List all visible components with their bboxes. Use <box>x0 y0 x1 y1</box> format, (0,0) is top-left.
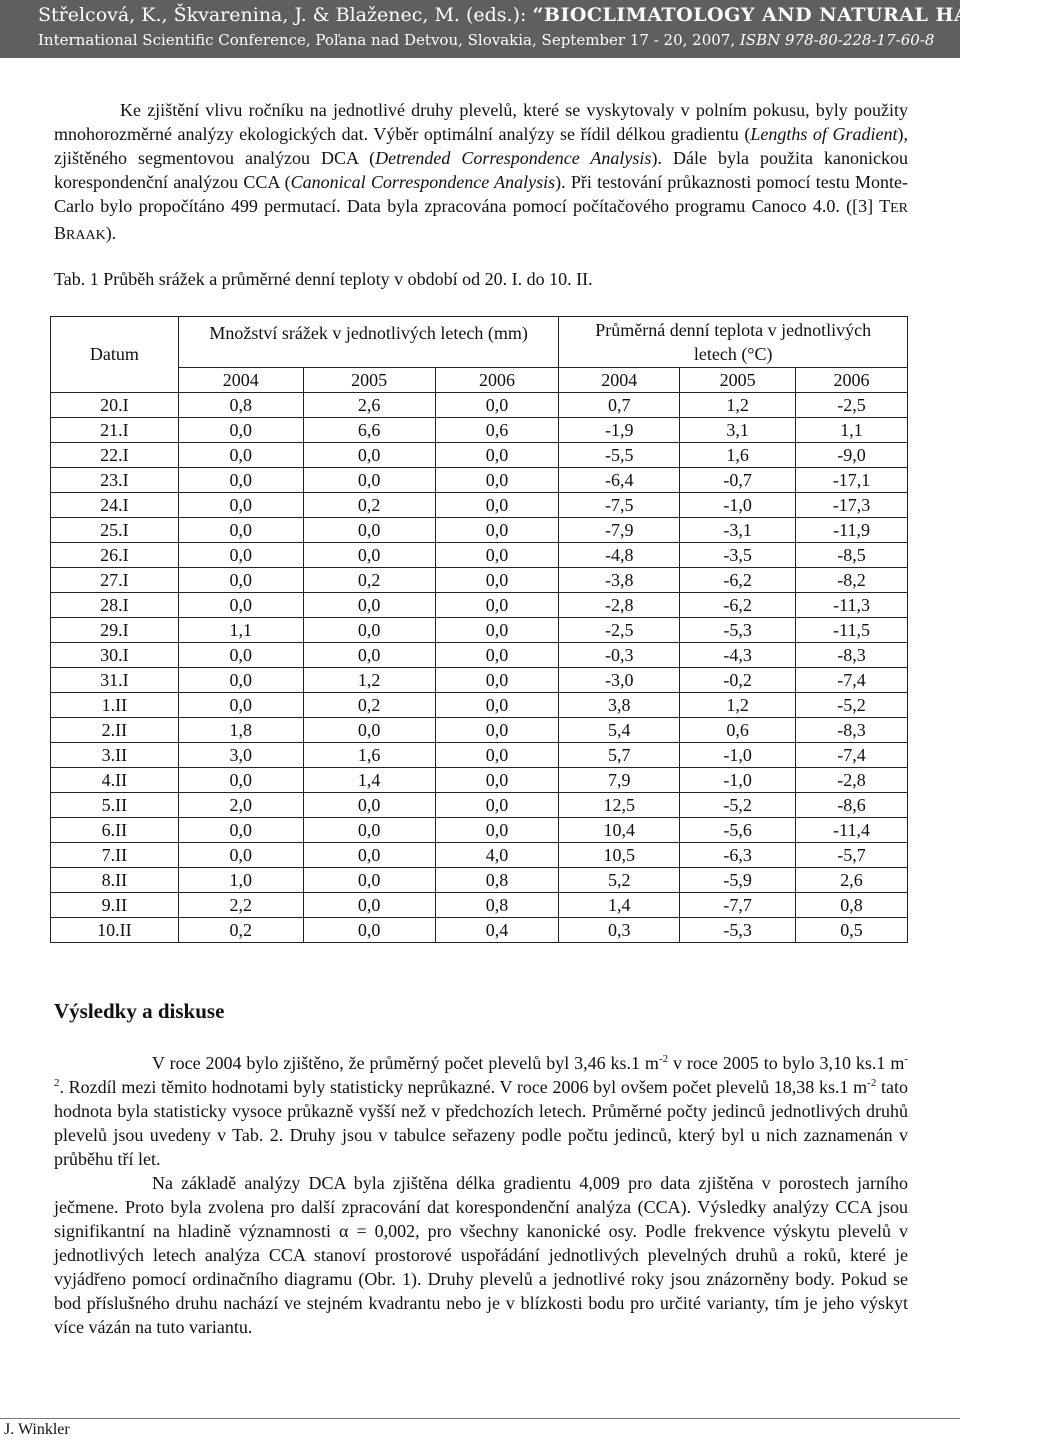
value-cell: 0,0 <box>435 518 559 543</box>
value-cell: 0,0 <box>435 643 559 668</box>
value-cell: -5,2 <box>680 793 796 818</box>
value-cell: -5,6 <box>680 818 796 843</box>
value-cell: 0,0 <box>435 718 559 743</box>
intro-paragraph <box>54 98 908 248</box>
value-cell: 0,0 <box>303 918 435 943</box>
superscript: -2 <box>867 1077 877 1089</box>
table-row <box>51 818 908 843</box>
value-cell: 0,0 <box>435 768 559 793</box>
table-row <box>51 618 908 643</box>
value-cell: 0,0 <box>435 618 559 643</box>
intro-term: Detrended Correspondence Analysis <box>375 148 652 168</box>
value-cell: 0,0 <box>435 393 559 418</box>
date-cell: 9.II <box>51 893 179 918</box>
table-row <box>51 918 908 943</box>
date-cell: 26.I <box>51 543 179 568</box>
value-cell: -1,0 <box>680 768 796 793</box>
table-caption: Tab. 1 Průběh srážek a průměrné denní teploty v období od 20. I. do 10. II. <box>54 269 593 289</box>
table-row <box>51 593 908 618</box>
footer-author: J. Winkler <box>4 1421 70 1438</box>
value-cell: -3,0 <box>559 668 680 693</box>
value-cell: -4,3 <box>680 643 796 668</box>
table-row <box>51 568 908 593</box>
conference-header <box>0 0 1058 58</box>
value-cell: 12,5 <box>559 793 680 818</box>
value-cell: -3,8 <box>559 568 680 593</box>
value-cell: -5,9 <box>680 868 796 893</box>
value-cell: -0,3 <box>559 643 680 668</box>
table-row <box>51 543 908 568</box>
value-cell: 0,2 <box>303 693 435 718</box>
date-cell: 2.II <box>51 718 179 743</box>
value-cell: -1,9 <box>559 418 680 443</box>
value-cell: 3,1 <box>680 418 796 443</box>
year-header: 2005 <box>303 368 435 393</box>
results-text-fragment: v roce 2005 to bylo 3,10 ks.1 m <box>668 1053 905 1073</box>
value-cell: 0,2 <box>178 918 303 943</box>
table-row <box>51 768 908 793</box>
value-cell: 0,0 <box>303 518 435 543</box>
value-cell: 0,0 <box>178 543 303 568</box>
intro-text: ), zjištěného segmentovou analýzou DCA ( <box>54 124 908 168</box>
value-cell: 0,0 <box>303 543 435 568</box>
year-header: 2005 <box>680 368 796 393</box>
header-editors-title <box>38 4 1058 26</box>
value-cell: -2,8 <box>559 593 680 618</box>
results-text-fragment: . Rozdíl mezi těmito hodnotami byly statisticky neprůkazné. V roce 2006 byl ovšem počet plevelů 18,38 ks.1 m <box>59 1077 868 1097</box>
table-row <box>51 643 908 668</box>
value-cell: 1,1 <box>796 418 908 443</box>
value-cell: 5,2 <box>559 868 680 893</box>
value-cell: 0,0 <box>303 843 435 868</box>
table-row <box>51 393 908 418</box>
value-cell: 0,0 <box>435 568 559 593</box>
table-row <box>51 518 908 543</box>
value-cell: -8,5 <box>796 543 908 568</box>
value-cell: -8,3 <box>796 643 908 668</box>
value-cell: 2,0 <box>178 793 303 818</box>
value-cell: -17,3 <box>796 493 908 518</box>
intro-text: ). <box>105 223 117 243</box>
date-cell: 20.I <box>51 393 179 418</box>
value-cell: -6,3 <box>680 843 796 868</box>
table-row <box>51 743 908 768</box>
table-row <box>51 693 908 718</box>
value-cell: 1,2 <box>680 693 796 718</box>
value-cell: 0,0 <box>178 768 303 793</box>
value-cell: 0,8 <box>178 393 303 418</box>
value-cell: -5,5 <box>559 443 680 468</box>
value-cell: 0,0 <box>178 643 303 668</box>
value-cell: 0,0 <box>178 518 303 543</box>
value-cell: 0,8 <box>435 868 559 893</box>
value-cell: -6,4 <box>559 468 680 493</box>
value-cell: 0,0 <box>303 593 435 618</box>
date-cell: 1.II <box>51 693 179 718</box>
value-cell: -11,9 <box>796 518 908 543</box>
results-text-fragment: tato hodnota byla statisticky vysoce průkazně vyšší než v předchozích letech. Průměrné počty jedinců jednotlivých druhů plevelů jsou uvedeny v Tab. 2. Druhy jsou v tabulce seřazeny podle počtu jedinců, který byl u nich zaznamenán v průběhu tří let. <box>54 1077 908 1169</box>
value-cell: 1,0 <box>178 868 303 893</box>
value-cell: 0,0 <box>178 443 303 468</box>
value-cell: -8,6 <box>796 793 908 818</box>
table-row <box>51 718 908 743</box>
value-cell: 0,6 <box>435 418 559 443</box>
value-cell: -7,4 <box>796 668 908 693</box>
value-cell: 0,0 <box>435 668 559 693</box>
value-cell: 0,4 <box>435 918 559 943</box>
value-cell: 3,0 <box>178 743 303 768</box>
table-row <box>51 418 908 443</box>
table-row <box>51 843 908 868</box>
value-cell: 0,0 <box>303 893 435 918</box>
value-cell: 0,0 <box>178 568 303 593</box>
date-cell: 3.II <box>51 743 179 768</box>
value-cell: -2,8 <box>796 768 908 793</box>
date-cell: 10.II <box>51 918 179 943</box>
value-cell: 4,0 <box>435 843 559 868</box>
weather-table <box>50 316 908 943</box>
value-cell: -0,2 <box>680 668 796 693</box>
value-cell: 0,0 <box>178 843 303 868</box>
header-editors: Střelcová, K., Škvarenina, J. & Blaženec, M. (eds.): <box>38 4 533 26</box>
value-cell: 5,4 <box>559 718 680 743</box>
section-title: Výsledky a diskuse <box>54 999 225 1023</box>
value-cell: -11,3 <box>796 593 908 618</box>
value-cell: 1,2 <box>680 393 796 418</box>
date-cell: 7.II <box>51 843 179 868</box>
year-header-row <box>51 368 908 393</box>
table-row <box>51 668 908 693</box>
value-cell: 0,0 <box>435 793 559 818</box>
value-cell: 10,4 <box>559 818 680 843</box>
value-cell: 0,0 <box>435 693 559 718</box>
value-cell: -8,3 <box>796 718 908 743</box>
value-cell: 0,0 <box>178 493 303 518</box>
year-header: 2004 <box>178 368 303 393</box>
table-body <box>51 393 908 943</box>
intro-text: B <box>54 223 67 243</box>
value-cell: 0,0 <box>178 593 303 618</box>
intro-text: ). Dále byla použita kanonickou korespondenční analýzou CCA ( <box>54 148 908 192</box>
value-cell: 0,7 <box>559 393 680 418</box>
superscript: -2 <box>658 1053 669 1065</box>
date-cell: 25.I <box>51 518 179 543</box>
header-conference-info <box>38 31 934 49</box>
value-cell: 0,0 <box>435 468 559 493</box>
value-cell: 0,0 <box>303 818 435 843</box>
value-cell: -1,0 <box>680 743 796 768</box>
value-cell: 0,0 <box>435 493 559 518</box>
date-cell: 5.II <box>51 793 179 818</box>
results-paragraph-2 <box>54 1171 908 1339</box>
value-cell: -5,2 <box>796 693 908 718</box>
value-cell: 0,0 <box>178 668 303 693</box>
intro-text: ). Při testování průkaznosti pomocí testu Monte-Carlo bylo propočítáno 499 permutací. Data byla zpracována pomocí počítačového programu Canoco 4.0. ([3] T <box>54 172 908 216</box>
date-cell: 23.I <box>51 468 179 493</box>
date-cell: 28.I <box>51 593 179 618</box>
value-cell: -7,4 <box>796 743 908 768</box>
date-cell: 8.II <box>51 868 179 893</box>
value-cell: 0,0 <box>303 718 435 743</box>
header-isbn: ISBN 978-80-228-17-60-8 <box>739 31 935 49</box>
value-cell: -2,5 <box>796 393 908 418</box>
value-cell: 0,0 <box>435 743 559 768</box>
value-cell: 0,3 <box>559 918 680 943</box>
value-cell: 1,4 <box>303 768 435 793</box>
intro-smallcaps: ER <box>890 201 908 216</box>
value-cell: 0,0 <box>178 468 303 493</box>
value-cell: 1,6 <box>680 443 796 468</box>
table-row <box>51 493 908 518</box>
value-cell: -11,4 <box>796 818 908 843</box>
value-cell: -3,1 <box>680 518 796 543</box>
intro-smallcaps: RAAK <box>66 228 106 243</box>
value-cell: -11,5 <box>796 618 908 643</box>
value-cell: 5,7 <box>559 743 680 768</box>
value-cell: 0,8 <box>796 893 908 918</box>
value-cell: -17,1 <box>796 468 908 493</box>
table-row <box>51 893 908 918</box>
results-paragraph-1 <box>54 1051 908 1171</box>
value-cell: 2,6 <box>303 393 435 418</box>
value-cell: 6,6 <box>303 418 435 443</box>
date-cell: 31.I <box>51 668 179 693</box>
value-cell: 1,1 <box>178 618 303 643</box>
value-cell: 0,0 <box>435 818 559 843</box>
datum-header: Datum <box>51 317 179 393</box>
value-cell: 0,0 <box>303 868 435 893</box>
value-cell: 0,0 <box>435 443 559 468</box>
value-cell: 2,6 <box>796 868 908 893</box>
value-cell: -1,0 <box>680 493 796 518</box>
date-cell: 30.I <box>51 643 179 668</box>
value-cell: 0,0 <box>303 443 435 468</box>
value-cell: -6,2 <box>680 568 796 593</box>
results-text <box>54 1051 908 1339</box>
table-row <box>51 443 908 468</box>
value-cell: -6,2 <box>680 593 796 618</box>
value-cell: 0,2 <box>303 493 435 518</box>
date-cell: 22.I <box>51 443 179 468</box>
table-row <box>51 468 908 493</box>
superscript: -2 <box>54 1053 909 1089</box>
footer-divider <box>0 1418 960 1419</box>
table-row <box>51 868 908 893</box>
value-cell: -5,3 <box>680 618 796 643</box>
value-cell: 0,0 <box>178 418 303 443</box>
value-cell: 3,8 <box>559 693 680 718</box>
value-cell: -0,7 <box>680 468 796 493</box>
results-text-fragment: Na základě analýzy DCA byla zjištěna délka gradientu 4,009 pro data zjištěna v porostech jarního ječmene. Proto byla zvolena pro další zpracování dat korespondenční analýza (CCA). Výsledky analýzy CCA jsou signifikantní na hladině významnosti α = 0,002, pro všechny kanonické osy. Podle frekvence výskytu plevelů v jednotlivých letech analýza CCA stanoví prostorové uspořádání jednotlivých plevelných druhů a roků, které je vyjádřeno pomocí ordinačního diagramu (Obr. 1). Druhy plevelů a jednotlivé roky jsou znázorněny body. Pokud se bod příslušného druhu nachází ve stejném kvadrantu nebo je v blízkosti bodu pro určité varianty, tím je jeho výskyt více vázán na tuto variantu. <box>54 1173 908 1337</box>
value-cell: 1,4 <box>559 893 680 918</box>
value-cell: -9,0 <box>796 443 908 468</box>
value-cell: 0,0 <box>435 593 559 618</box>
value-cell: 0,6 <box>680 718 796 743</box>
temperature-header: Průměrná denní teplota v jednotlivých letech (°C) <box>559 317 908 368</box>
date-cell: 24.I <box>51 493 179 518</box>
value-cell: 10,5 <box>559 843 680 868</box>
intro-text: Ke zjištění vlivu ročníku na jednotlivé druhy plevelů, které se vyskytovaly v polním pokusu, byly použity mnohorozměrné analýzy ekologických dat. Výběr optimální analýzy se řídil délkou gradientu ( <box>54 100 908 144</box>
value-cell: 0,8 <box>435 893 559 918</box>
year-header: 2004 <box>559 368 680 393</box>
year-header: 2006 <box>435 368 559 393</box>
results-text-fragment: V roce 2004 bylo zjištěno, že průměrný počet plevelů byl 3,46 ks.1 m <box>152 1053 659 1073</box>
value-cell: -7,9 <box>559 518 680 543</box>
value-cell: -2,5 <box>559 618 680 643</box>
date-cell: 6.II <box>51 818 179 843</box>
value-cell: 0,0 <box>303 468 435 493</box>
year-header: 2006 <box>796 368 908 393</box>
value-cell: 0,0 <box>435 543 559 568</box>
value-cell: 0,0 <box>303 643 435 668</box>
value-cell: 0,0 <box>178 818 303 843</box>
value-cell: 0,0 <box>178 693 303 718</box>
value-cell: 1,6 <box>303 743 435 768</box>
value-cell: -3,5 <box>680 543 796 568</box>
value-cell: 1,2 <box>303 668 435 693</box>
precipitation-header: Množství srážek v jednotlivých letech (mm) <box>178 317 559 368</box>
date-cell: 29.I <box>51 618 179 643</box>
value-cell: -7,7 <box>680 893 796 918</box>
value-cell: -5,3 <box>680 918 796 943</box>
value-cell: -7,5 <box>559 493 680 518</box>
value-cell: 0,2 <box>303 568 435 593</box>
date-cell: 4.II <box>51 768 179 793</box>
value-cell: 0,5 <box>796 918 908 943</box>
value-cell: -4,8 <box>559 543 680 568</box>
header-venue: International Scientific Conference, Poľana nad Detvou, Slovakia, September 17 - 20, 2007, <box>38 31 740 49</box>
value-cell: 0,0 <box>303 618 435 643</box>
value-cell: -5,7 <box>796 843 908 868</box>
value-cell: 2,2 <box>178 893 303 918</box>
date-cell: 27.I <box>51 568 179 593</box>
header-conference-title: “BIOCLIMATOLOGY AND NATURAL HAZARDS” <box>532 4 1058 26</box>
value-cell: 1,8 <box>178 718 303 743</box>
table-row <box>51 793 908 818</box>
date-cell: 21.I <box>51 418 179 443</box>
intro-term: Canonical Correspondence Analysis <box>290 172 556 192</box>
value-cell: 7,9 <box>559 768 680 793</box>
value-cell: 0,0 <box>303 793 435 818</box>
value-cell: -8,2 <box>796 568 908 593</box>
intro-term: Lengths of Gradient <box>750 124 898 144</box>
